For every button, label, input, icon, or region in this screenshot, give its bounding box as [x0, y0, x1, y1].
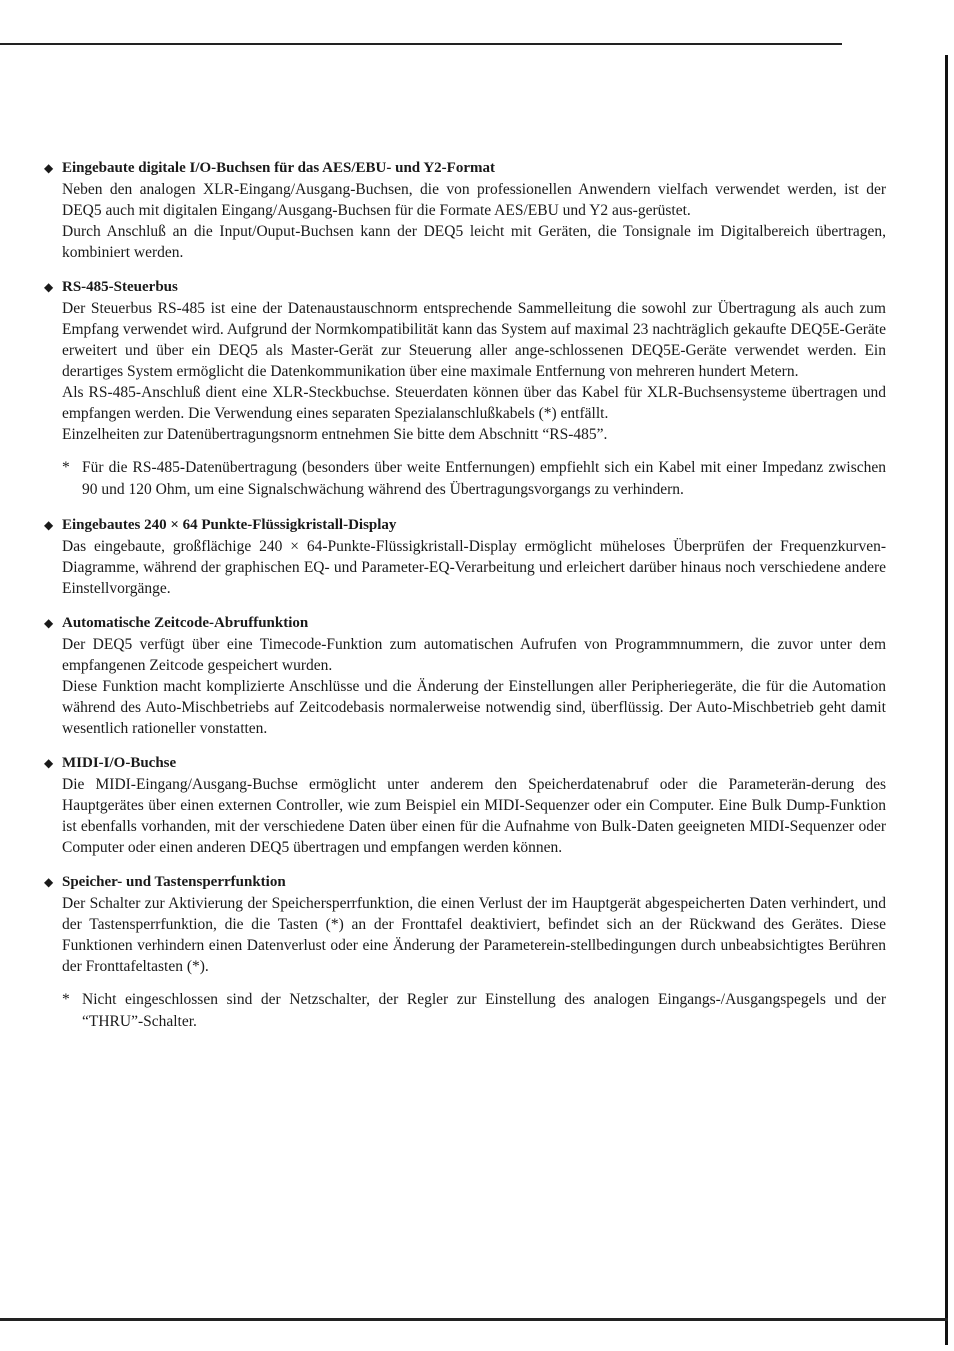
section-heading: MIDI-I/O-Buchse	[62, 755, 177, 771]
footnote	[62, 989, 886, 1033]
section-heading: Speicher- und Tastensperrfunktion	[62, 874, 286, 890]
section-memory-key-lock	[44, 872, 886, 1033]
section-timecode	[44, 613, 886, 739]
footnote-text: Nicht eingeschlossen sind der Netzschalter, der Regler zur Einstellung des analogen Eingangs-/Ausgangspegels und der “THRU”-Schalter.	[82, 991, 886, 1030]
paragraph: Einzelheiten zur Datenübertragungsnorm entnehmen Sie bitte dem Abschnitt “RS-485”.	[62, 426, 608, 443]
section-heading: Eingebaute digitale I/O-Buchsen für das AES/EBU- und Y2-Format	[62, 160, 495, 176]
asterisk-icon: *	[62, 991, 70, 1008]
section-heading: Eingebautes 240 × 64 Punkte-Flüssigkristall-Display	[62, 517, 397, 533]
paragraph: Der Schalter zur Aktivierung der Speichersperrfunktion, die einen Verlust der im Hauptgerät abgespeicherten Daten verhindert, und der Tastensperrfunktion, die die Tasten (*) an der Fronttafel deaktiviert, befindet sich an der Rückwand des Gerätes. Diese Funktionen verhindern einen Datenverlust oder eine Änderung der Parameterein-stellbedingungen durch unbeabsichtigtes Berühren der Fronttafeltasten (*).	[62, 895, 886, 975]
section-lcd-display	[44, 515, 886, 599]
diamond-bullet-icon: ◆	[44, 518, 54, 532]
diamond-bullet-icon: ◆	[44, 616, 54, 630]
document-body	[44, 158, 886, 1047]
diamond-bullet-icon: ◆	[44, 875, 54, 889]
paragraph: Der Steuerbus RS-485 ist eine der Datenaustauschnorm entsprechende Sammelleitung die sowohl zur Übertragung als auch zum Empfang verwendet wird. Aufgrund der Normkompatibilität kann das System auf maximal 23 nachträglich gekaufte DEQ5E-Geräte erweitert und über ein DEQ5 als Master-Gerät zur Steuerung aller ange-schlossenen DEQ5E-Geräte verwendet werden. Ein derartiges System ermöglicht die Datenkommunikation über eine maximale Entfernung von mehreren hundert Metern.	[62, 300, 886, 380]
bottom-rule	[0, 1318, 948, 1321]
diamond-bullet-icon: ◆	[44, 161, 54, 175]
paragraph: Als RS-485-Anschluß dient eine XLR-Steckbuchse. Steuerdaten können über das Kabel für XLR-Buchsensysteme übertragen und empfangen werden. Die Verwendung eines separaten Spezialanschlußkabels (*) entfällt.	[62, 384, 886, 422]
footnote-text: Für die RS-485-Datenübertragung (besonders über weite Entfernungen) empfiehlt sich ein Kabel mit einer Impedanz zwischen 90 und 120 Ohm, um eine Signalschwächung während des Übertragungsvorgangs zu verhindern.	[82, 459, 886, 498]
paragraph: Durch Anschluß an die Input/Ouput-Buchsen kann der DEQ5 leicht mit Geräten, die Tonsignale im Digitalbereich übertragen, kombiniert werden.	[62, 223, 886, 261]
section-heading: RS-485-Steuerbus	[62, 279, 178, 295]
paragraph: Die MIDI-Eingang/Ausgang-Buchse ermöglicht unter anderem den Speicherdatenabruf oder die Parameterän-derung des Hauptgerätes über einen externen Controller, wie zum Beispiel ein MIDI-Sequenzer oder ein Computer. Eine Bulk Dump-Funktion ist ebenfalls vorhanden, mit der verschiedene Daten über einen für die Aufnahme von Bulk-Daten geeigneten MIDI-Sequenzer oder Computer oder einen anderen DEQ5 übertragen und empfangen werden können.	[62, 776, 886, 856]
section-digital-io	[44, 158, 886, 263]
section-rs485	[44, 277, 886, 501]
paragraph: Neben den analogen XLR-Eingang/Ausgang-Buchsen, die von professionellen Anwendern vielfach verwendet werden, ist der DEQ5 auch mit digitalen Eingang/Ausgang-Buchsen für die Formate AES/EBU und Y2 aus-gerüstet.	[62, 181, 886, 219]
paragraph: Der DEQ5 verfügt über eine Timecode-Funktion zum automatischen Aufrufen von Programmnummern, die zuvor unter dem empfangenen Zeitcode gespeichert wurden.	[62, 636, 886, 674]
footnote	[62, 457, 886, 501]
paragraph: Diese Funktion macht komplizierte Anschlüsse und die Änderung der Einstellungen aller Peripheriegeräte, die für die Automation während des Auto-Mischbetriebs auf Zeitcodebasis normalerweise notwendig sind, überflüssig. Der Auto-Mischbetrieb geht damit wesentlich rationeller vonstatten.	[62, 678, 886, 737]
top-rule	[0, 43, 842, 45]
diamond-bullet-icon: ◆	[44, 280, 54, 294]
section-heading: Automatische Zeitcode-Abruffunktion	[62, 615, 309, 631]
page-edge-mark	[945, 55, 948, 1345]
diamond-bullet-icon: ◆	[44, 756, 54, 770]
paragraph: Das eingebaute, großflächige 240 × 64-Punkte-Flüssigkristall-Display ermöglicht müheloses Überprüfen der Frequenzkurven-Diagramme, während der graphischen EQ- und Parameter-EQ-Verarbeitung und erleichert darüber hinaus noch verschiedene andere Einstellvorgänge.	[62, 538, 886, 597]
section-midi	[44, 753, 886, 858]
asterisk-icon: *	[62, 459, 70, 476]
